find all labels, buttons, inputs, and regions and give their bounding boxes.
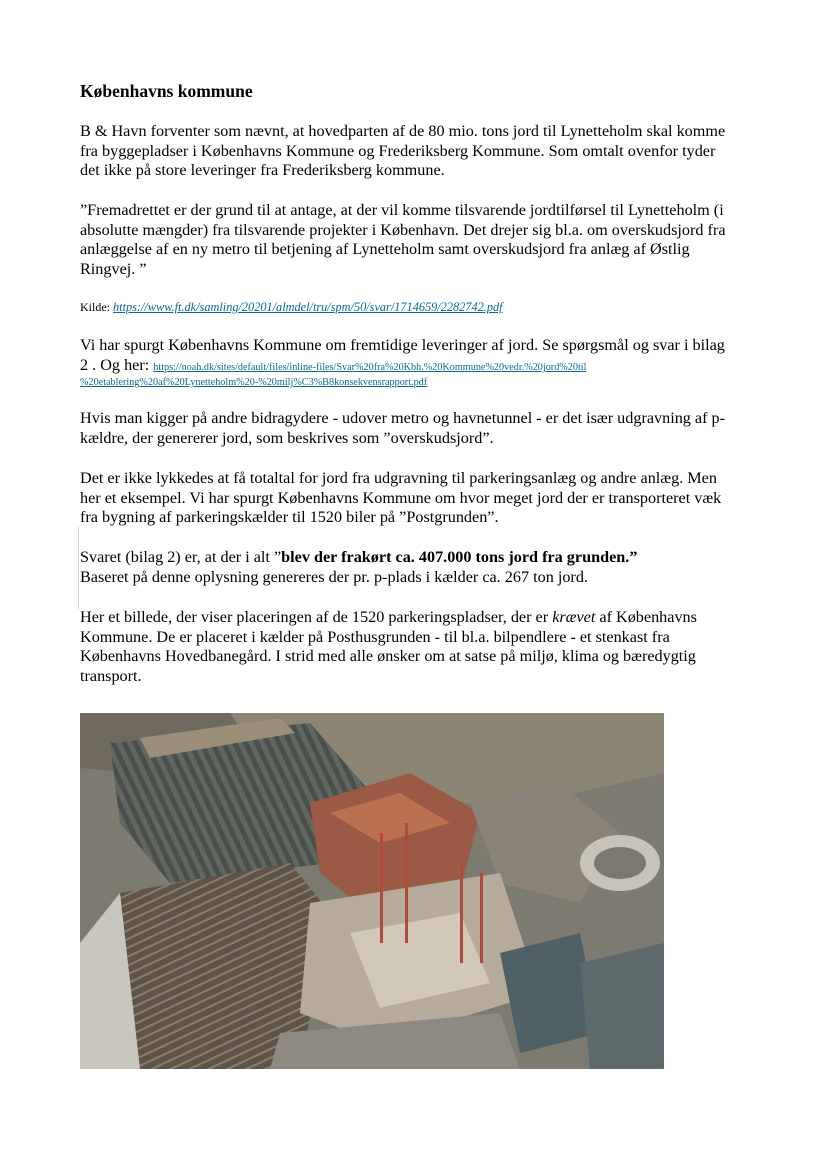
text-fragment: Svaret (bilag 2) er, at der i alt ” <box>80 548 282 566</box>
source-citation <box>80 300 503 315</box>
text-line: anlæggelse af en ny metro til betjening af Lynetteholm samt overskudsjord fra anlæg af Østlig <box>80 240 690 259</box>
text-line <box>80 608 750 628</box>
paragraph-answer <box>80 548 750 587</box>
paragraph-quote <box>80 201 750 279</box>
text-line <box>80 548 750 568</box>
text-line: Københavns Hovedbanegård. I strid med alle ønsker om at satse på miljø, klima og bæredygtig <box>80 647 696 666</box>
text-line: Baseret på denne oplysning genereres der pr. p-plads i kælder ca. 267 ton jord. <box>80 567 588 586</box>
text-line: Ringvej. ” <box>80 259 147 278</box>
italic-word: krævet <box>552 608 596 626</box>
text-line: transport. <box>80 666 142 685</box>
paragraph-question <box>80 336 750 391</box>
source-link[interactable]: https://www.ft.dk/samling/20201/almdel/tru/spm/50/svar/1714659/2282742.pdf <box>113 300 503 314</box>
text-fragment: Her et billede, der viser placeringen af de 1520 parkeringspladser, der er <box>80 608 553 626</box>
section-heading: Københavns kommune <box>80 81 253 101</box>
paragraph-example <box>80 469 750 528</box>
text-line: Kommune. De er placeret i kælder på Posthusgrunden - til bl.a. bilpendlere - et stenkast fra <box>80 627 670 646</box>
text-line: fra bygning af parkeringskælder til 1520 biler på ”Postgrunden”. <box>80 508 499 527</box>
paragraph-intro <box>80 122 750 181</box>
text-line: Hvis man kigger på andre bidragydere - udover metro og havnetunnel - er det især udgravning af p- <box>80 409 726 427</box>
noah-link-continued[interactable]: %20etablering%20af%20Lynetteholm%20-%20milj%C3%B8konsekvensrapport.pdf <box>80 377 428 389</box>
text-line: fra byggepladser i Københavns Kommune og Frederiksberg Kommune. Som omtalt ovenfor tyder <box>80 141 716 160</box>
text-line: Det er ikke lykkedes at få totaltal for jord fra udgravning til parkeringsanlæg og andre anlæg. Men <box>80 469 717 487</box>
aerial-photo <box>80 713 664 1069</box>
text-line: absolutte mængder) fra tilsvarende projekter i København. Det drejer sig bl.a. om overskudsjord fra <box>80 220 726 239</box>
margin-change-bar <box>78 527 79 609</box>
text-line: ”Fremadrettet er der grund til at antage, at der vil komme tilsvarende jordtilførsel til Lynetteholm (i <box>80 201 724 219</box>
paragraph-image-intro <box>80 608 750 686</box>
text-fragment: 2 . Og her: <box>80 355 154 374</box>
source-label: Kilde: <box>80 300 113 314</box>
text-line: B & Havn forventer som nævnt, at hovedparten af de 80 mio. tons jord til Lynetteholm skal komme <box>80 122 726 140</box>
paragraph-contributors <box>80 409 750 448</box>
text-line: her et eksempel. Vi har spurgt Københavns Kommune om hvor meget jord der er transporteret væk <box>80 488 722 507</box>
text-fragment: af Københavns <box>595 608 697 626</box>
bold-quote: blev der frakørt ca. 407.000 tons jord fra grunden.” <box>281 548 638 566</box>
text-line: det ikke på store leveringer fra Frederiksberg kommune. <box>80 161 445 180</box>
noah-link[interactable]: https://noah.dk/sites/default/files/inline-files/Svar%20fra%20Kbh.%20Kommune%20vedr.%20jord%20til <box>153 361 587 373</box>
text-line: kældre, der genererer jord, som beskrives som ”overskudsjord”. <box>80 428 494 447</box>
text-line: Vi har spurgt Københavns Kommune om fremtidige leveringer af jord. Se spørgsmål og svar i bilag <box>80 336 725 354</box>
